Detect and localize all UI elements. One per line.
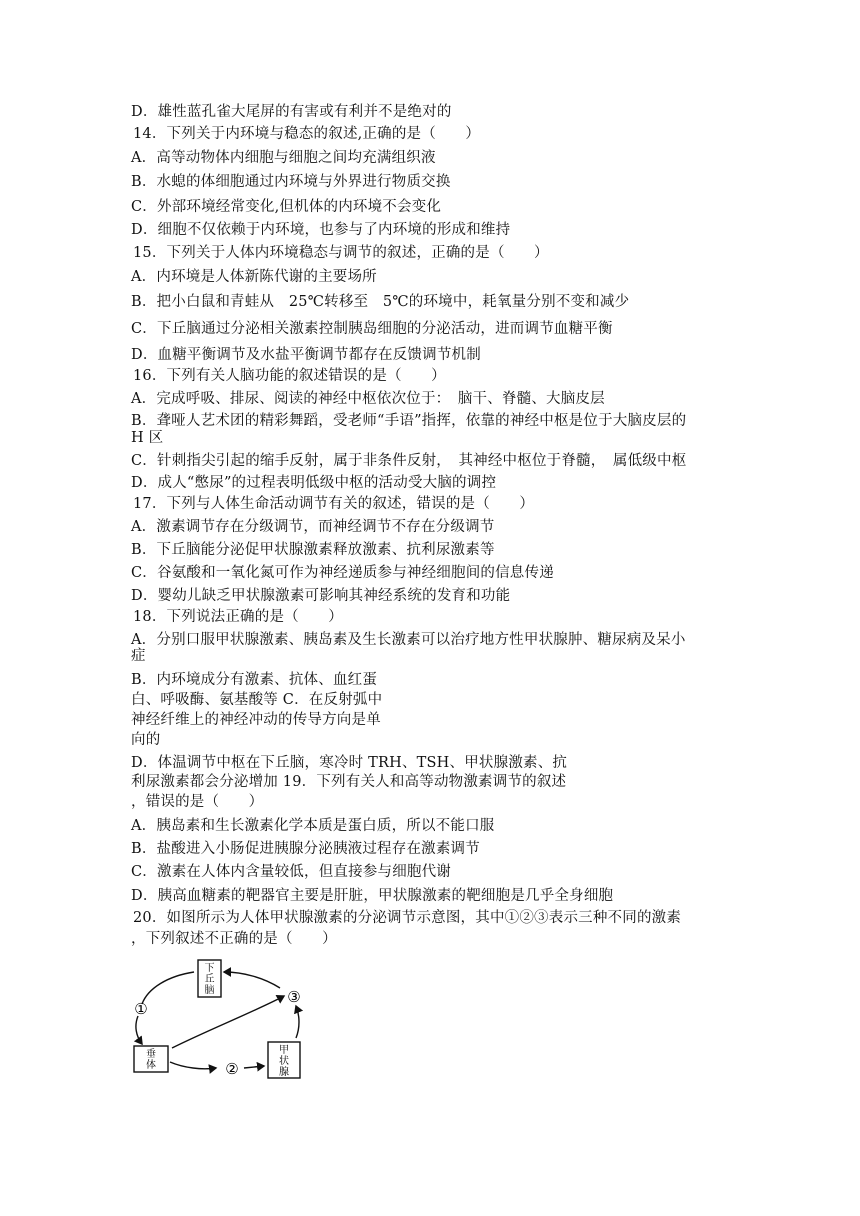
option-15d: D．血糖平衡调节及水盐平衡调节都存在反馈调节机制 <box>131 347 481 363</box>
hypothalamus-label-2: 丘 <box>204 974 215 985</box>
option-16d: D．成人“憋尿”的过程表明低级中枢的活动受大脑的调控 <box>131 475 497 491</box>
marker-2: ② <box>225 1060 239 1078</box>
option-18d: D．体温调节中枢在下丘脑，寒冷时 TRH、TSH、甲状腺激素、抗 <box>131 755 568 771</box>
option-13d: D．雄性蓝孔雀大尾屏的有害或有利并不是绝对的 <box>131 104 452 120</box>
thyroid-box <box>268 1042 300 1078</box>
arrow-left-to-marker3 <box>172 996 284 1048</box>
option-15a: A．内环境是人体新陈代谢的主要场所 <box>131 269 377 285</box>
marker-1: ① <box>134 1000 148 1018</box>
arrow-thyroid-to-marker3 <box>296 1006 299 1038</box>
option-19c: C．激素在人体内含量较低，但直接参与细胞代谢 <box>131 864 451 880</box>
option-17d: D．婴幼儿缺乏甲状腺激素可影响其神经系统的发育和功能 <box>131 588 511 604</box>
marker-3: ③ <box>287 988 301 1006</box>
option-17c: C．谷氨酸和一氧化氮可作为神经递质参与神经细胞间的信息传递 <box>131 565 554 581</box>
option-15c: C．下丘脑通过分泌相关激素控制胰岛细胞的分泌活动，进而调节血糖平衡 <box>131 321 613 337</box>
question-18: 18．下列说法正确的是（ ） <box>133 609 343 625</box>
option-14b: B．水螅的体细胞通过内环境与外界进行物质交换 <box>131 174 451 190</box>
option-16b: B．聋哑人艺术团的精彩舞蹈，受老师“手语”指挥，依靠的神经中枢是位于大脑皮层的 <box>131 413 687 429</box>
option-14c: C．外部环境经常变化,但机体的内环境不会变化 <box>131 199 442 215</box>
thyroid-label-1: 甲 <box>279 1045 289 1056</box>
thyroid-regulation-diagram <box>128 958 308 1082</box>
option-16a: A．完成呼吸、排尿、阅读的神经中枢依次位于： 脑干、脊髓、大脑皮层 <box>131 391 605 407</box>
option-14d: D．细胞不仅依赖于内环境，也参与了内环境的形成和维持 <box>131 222 511 238</box>
thyroid-label-3: 腺 <box>279 1067 289 1078</box>
question-20: 20．如图所示为人体甲状腺激素的分泌调节示意图，其中①②③表示三种不同的激素 <box>133 910 682 926</box>
hypothalamus-box <box>198 960 221 997</box>
option-14a: A．高等动物体内细胞与细胞之间均充满组织液 <box>131 150 436 166</box>
question-16: 16．下列有关人脑功能的叙述错误的是（ ） <box>133 368 446 384</box>
option-18c-end: 向的 <box>131 732 161 748</box>
option-18c-cont: 神经纤维上的神经冲动的传导方向是单 <box>131 712 381 728</box>
arrow-pituitary-to-marker2 <box>170 1062 216 1069</box>
pituitary-label-2: 体 <box>146 1060 156 1071</box>
option-16b-cont: H 区 <box>131 430 164 446</box>
option-17a: A．激素调节存在分级调节，而神经调节不存在分级调节 <box>131 519 495 535</box>
option-18d-cont: 利尿激素都会分泌增加 19．下列有关人和高等动物激素调节的叙述 <box>131 774 567 790</box>
arrow-hypothalamus-to-pituitary <box>142 972 194 1004</box>
option-19a: A．胰岛素和生长激素化学本质是蛋白质，所以不能口服 <box>131 818 495 834</box>
thyroid-label-2: 状 <box>279 1056 289 1067</box>
arrow-marker2-to-thyroid <box>244 1066 264 1068</box>
option-19b: B．盐酸进入小肠促进胰腺分泌胰液过程存在激素调节 <box>131 841 480 857</box>
question-19-cont: ，错误的是（ ） <box>131 794 264 810</box>
arrow-marker3-to-hypothalamus <box>224 972 280 988</box>
option-19d: D．胰高血糖素的靶器官主要是肝脏，甲状腺激素的靶细胞是几乎全身细胞 <box>131 888 614 904</box>
question-17: 17．下列与人体生命活动调节有关的叙述，错误的是（ ） <box>133 496 535 512</box>
option-18a: A．分别口服甲状腺激素、胰岛素及生长激素可以治疗地方性甲状腺肿、糖尿病及呆小 <box>131 632 686 648</box>
question-20-cont: ，下列叙述不正确的是（ ） <box>131 931 337 947</box>
option-16c: C．针刺指尖引起的缩手反射，属于非条件反射， 其神经中枢位于脊髓， 属低级中枢 <box>131 453 687 469</box>
question-15: 15．下列关于人体内环境稳态与调节的叙述，正确的是（ ） <box>133 245 549 261</box>
hypothalamus-label-3: 脑 <box>204 985 215 996</box>
hypothalamus-label-1: 下 <box>204 963 215 974</box>
option-18b-cont: 白、呼吸酶、氨基酸等 C．在反射弧中 <box>131 692 383 708</box>
option-18a-cont: 症 <box>131 648 146 664</box>
pituitary-label-1: 垂 <box>146 1049 156 1060</box>
option-15b: B．把小白鼠和青蛙从 25℃转移至 5℃的环境中，耗氧量分别不变和减少 <box>131 294 630 310</box>
arrow-marker1-to-pituitary <box>136 1016 142 1044</box>
question-14: 14．下列关于内环境与稳态的叙述,正确的是（ ） <box>133 126 481 142</box>
option-18b: B．内环境成分有激素、抗体、血红蛋 <box>131 672 378 688</box>
pituitary-box <box>134 1046 168 1072</box>
option-17b: B．下丘脑能分泌促甲状腺激素释放激素、抗利尿激素等 <box>131 542 495 558</box>
